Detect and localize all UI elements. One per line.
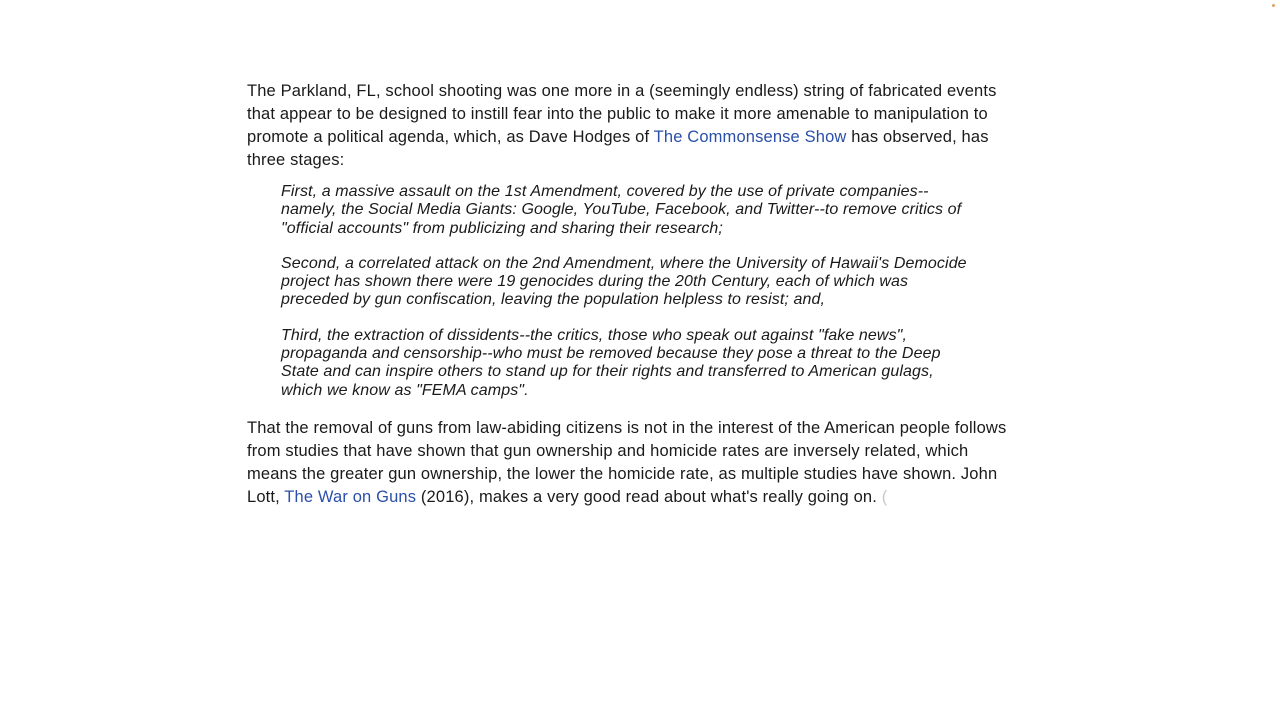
commonsense-show-link[interactable]: The Commonsense Show (653, 128, 847, 146)
intro-text-start: The Parkland, FL, school shooting was one more in a (seemingly endless) string of fabricated events that appear to be designed to instill fear into the public to make it more amenable to manipulation to promote a political agenda, which, as Dave Hodges of (247, 82, 997, 146)
stages-blockquote (281, 183, 971, 400)
stage-second: Second, a correlated attack on the 2nd Amendment, where the University of Hawaii's Democide project has shown there were 19 genocides during the 20th Century, each of which was preceded by gun confiscation, leaving the population helpless to resist; and, (281, 254, 967, 309)
stage-first: First, a massive assault on the 1st Amendment, covered by the use of private companies--namely, the Social Media Giants: Google, YouTube, Facebook, and Twitter--to remove critics of "official accounts" from publicizing and sharing their research; (281, 183, 962, 237)
conclusion-text-end: (2016), makes a very good read about what's really going on. (416, 487, 882, 506)
stage-third: Third, the extraction of dissidents--the critics, those who speak out against "fake news", propaganda and censorship--who must be removed because they pose a threat to the Deep State and can inspire others to stand up for their rights and transferred to American gulags, which we know as "FEMA camps". (281, 326, 941, 399)
article-body (247, 80, 1007, 520)
corner-dot (1272, 4, 1275, 7)
intro-text-end: has observed, has three stages: (247, 128, 989, 169)
conclusion-paragraph (247, 417, 1007, 509)
war-on-guns-link[interactable]: The War on Guns (284, 487, 417, 506)
conclusion-text-start: That the removal of guns from law-abiding citizens is not in the interest of the American people follows from studies that have shown that gun ownership and homicide rates are inversely related, which means the greater gun ownership, the lower the homicide rate, as multiple studies have shown. John Lott, (247, 418, 1007, 506)
faded-trailing-char: ( (881, 487, 888, 506)
intro-paragraph (247, 80, 1007, 172)
